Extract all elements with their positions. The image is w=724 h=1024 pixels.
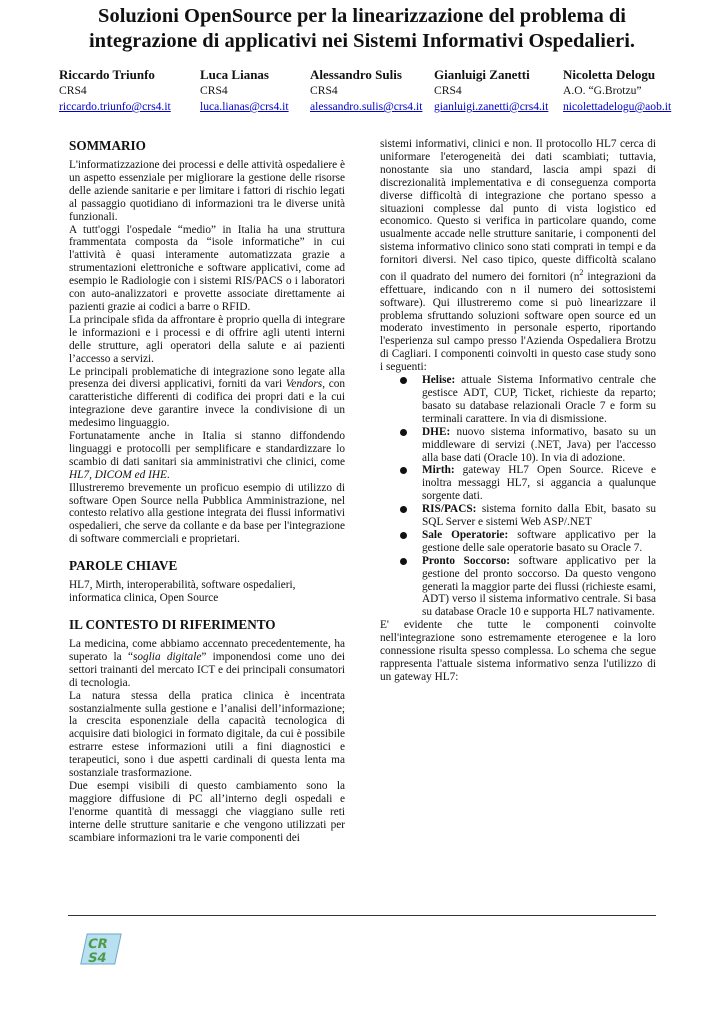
context-paragraph-1: La medicina, come abbiamo accennato precedentemente, ha superato la “soglia digitale” imponendosi come uno dei settori trainanti del mercato ICT e dei principali consumatori di tecnologia.: [69, 638, 346, 689]
author-email-link[interactable]: nicolettadelogu@aob.it: [563, 100, 672, 113]
author-4: [434, 66, 548, 115]
bullet-icon: [400, 506, 407, 513]
author-name: Luca Lianas: [200, 67, 269, 82]
abstract-paragraph-4: Le principali problematiche di integrazione sono legate alla presenza dei diversi applicativi, forniti da vari Vendors, con caratteristiche differenti di codifica dei propri dati e la cui integrazione deve garantire invece la condivisione di un medesimo linguaggio.: [69, 365, 346, 430]
component-list: [380, 374, 656, 619]
author-name: Nicoletta Delogu: [563, 67, 656, 82]
context-paragraph-5: E' evidente che tutte le componenti coinvolte nell'integrazione sono estremamente eterogenee e la loro connessione risulta spesso complessa. Lo schema che segue rappresenta l'attuale sistema informativo senza l'utilizzo di un gateway HL7:: [380, 619, 656, 683]
list-item: Mirth: gateway HL7 Open Source. Riceve e inoltra messaggi HL7, si aggancia a qualunque sorgente dati.: [380, 464, 656, 503]
author-affiliation: CRS4: [200, 84, 228, 97]
abstract-paragraph-1: L'informatizzazione dei processi e delle attività ospedaliere è un aspetto essenziale per migliorare la gestione delle risorse delle aziende sanitarie e per limitare i fattori di rischio legati al passaggio quotidiano di informazioni tra le diverse unità funzionali.: [69, 159, 345, 223]
author-3: [310, 66, 422, 115]
paper-title: [40, 4, 684, 54]
abstract-paragraph-3: La principale sfida da affrontare è proprio quella di integrare le informazioni e i processi e di offrire agli utenti interni delle strutture, agli operatori della salute e ai pazienti l’accesso a servizi.: [69, 313, 345, 365]
author-email-link[interactable]: riccardo.triunfo@crs4.it: [59, 100, 171, 113]
title-line-1: Soluzioni OpenSource per la linearizzazione del problema di: [98, 5, 626, 27]
section-heading-parole-chiave: PAROLE CHIAVE: [69, 558, 178, 574]
section-heading-sommario: SOMMARIO: [69, 138, 146, 153]
crs4-logo-icon: [74, 930, 124, 970]
author-email-link[interactable]: gianluigi.zanetti@crs4.it: [434, 100, 549, 113]
list-item: Pronto Soccorso: software applicativo per la gestione del pronto soccorso. Da questo vengono generati la maggior parte dei flussi (richieste esami, ADT) verso il sistema informativo centrale. Si basa su database Oracle 10 e supporta HL7 nativamente.: [380, 555, 656, 620]
author-name: Riccardo Triunfo: [59, 67, 155, 82]
author-affiliation: CRS4: [310, 84, 338, 97]
abstract-paragraph-6: Illustreremo brevemente un proficuo esempio di utilizzo di software Open Source nella Pubblica Amministrazione, nel contesto relativo alla gestione integrata dei flussi informativi ospedalieri, che serve da collante e da base per l'integrazione di software commerciali e proprietari.: [69, 481, 345, 546]
author-affiliation: CRS4: [434, 84, 462, 97]
author-1: [59, 66, 171, 115]
left-column: [69, 134, 345, 845]
abstract-paragraph-2: A tutt'oggi l'ospedale “medio” in Italia ha una struttura frammentata composta da “isole informatiche” in cui l'attività è quasi interamente automatizzata grazie a strumentazioni elettroniche e software applicativi, come ad esempio le Radiologie con i sistemi RIS/PACS o i laboratori con auto-analizzatori e provette associate direttamente ai pazienti grazie ai codici a barre o RFID.: [69, 223, 345, 313]
author-email-link[interactable]: luca.lianas@crs4.it: [200, 100, 289, 113]
context-paragraph-4: sistemi informativi, clinici e non. Il protocollo HL7 cerca di uniformare l'eterogeneità dei dati scambiati; tuttavia, nonostante sia uno standard, lascia ampi spazi di discrezionalità implementativa e di conseguenza comporta diverse difficoltà di integrazione che portano spesso a situazioni complesse dal punto di vista logistico ed economico. Questo si verifica in particolare quando, come usualmente accade nelle strutture sanitarie, i componenti del sistema informativo clinico sono stati comprati in tempi e da fornitori diversi. Nel caso tipico, queste difficoltà scalano con il quadrato del numero dei fornitori ($n^2$ integrazioni da effettuare, indicando con n il numero dei sottosistemi software). Qui illustreremo come si può linearizzare il problema sfruttando soluzioni software open source ed un moderato investimento in personale esperto, riportando l'esperienza sul campo presso l'Azienda Ospedaliera Brotzu di Cagliari. I componenti coinvolti in questo case study sono i seguenti:: [380, 138, 656, 374]
author-2: [200, 66, 289, 115]
list-item: Helise: attuale Sistema Informativo centrale che gestisce ADT, CUP, Ticket, richieste da reparto; basato su database relazionali Oracle 7 e form su terminali carattere. In via di dismissione.: [380, 374, 656, 426]
author-5: [563, 66, 671, 115]
section-heading-contesto: IL CONTESTO DI RIFERIMENTO: [69, 617, 276, 632]
svg-text:S4: S4: [86, 951, 108, 966]
svg-text:CR: CR: [86, 937, 110, 952]
list-item: RIS/PACS: sistema fornito dalla Ebit, basato su SQL Server e sistemi Web ASP/.NET: [380, 503, 656, 529]
author-name: Gianluigi Zanetti: [434, 67, 530, 82]
list-item: Sale Operatorie: software applicativo per la gestione delle sale operatorie basato su Oracle 7.: [380, 529, 656, 555]
context-paragraph-2: La natura stessa della pratica clinica è incentrata sostanzialmente sulla gestione e l’analisi dell’informazione; la crescita esponenziale della capacità tecnologica di acquisire dati biologici in formato digitale, da cui è possibile estrarre estese informazioni utili a fini diagnostici e terapeutici, sono i due aspetti cardinali di questa lenta ma sostanziale trasformazione.: [69, 689, 345, 780]
author-affiliation: CRS4: [59, 84, 87, 97]
bullet-icon: [400, 558, 407, 565]
title-line-2: integrazione di applicativi nei Sistemi Informativi Ospedalieri.: [88, 30, 636, 52]
author-affiliation: A.O. “G.Brotzu”: [563, 84, 642, 97]
author-block: [0, 66, 724, 116]
author-email-link[interactable]: alessandro.sulis@crs4.it: [310, 100, 423, 113]
right-column: [380, 138, 656, 684]
keywords-text: HL7, Mirth, interoperabilità, software ospedalieri, informatica clinica, Open Source: [69, 579, 296, 605]
footer-divider: [68, 915, 656, 916]
bullet-icon: [400, 377, 407, 384]
bullet-icon: [400, 429, 407, 436]
context-paragraph-3: Due esempi visibili di questo cambiamento sono la maggiore diffusione di PC all’interno degli ospedali e l'enorme quantità di messaggi che viaggiano sulle reti interne delle strutture sanitarie e che vengono utilizzati per scambiare informazioni tra le varie componenti dei: [69, 779, 345, 844]
abstract-paragraph-5: Fortunatamente anche in Italia si stanno diffondendo linguaggi e protocolli per semplificare e standardizzare lo scambio di dati sanitari sia amministrativi che clinici, come HL7, DICOM ed IHE.: [69, 430, 345, 481]
bullet-icon: [400, 532, 407, 539]
author-name: Alessandro Sulis: [310, 67, 402, 82]
bullet-icon: [400, 467, 407, 474]
list-item: DHE: nuovo sistema informativo, basato su un middleware di servizi (.NET, Java) per l'accesso alla base dati (Oracle 10). In via di adozione.: [380, 426, 656, 465]
